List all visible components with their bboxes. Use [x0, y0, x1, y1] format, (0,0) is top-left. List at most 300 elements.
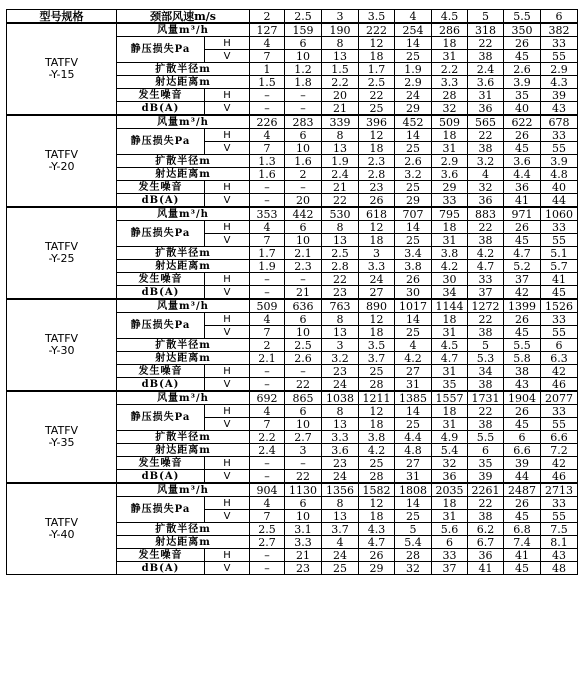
noise-h-value: 27: [395, 457, 432, 470]
noise-h-value: 24: [359, 273, 395, 286]
v-direction-label: V: [205, 418, 250, 431]
radius-value: 4.4: [395, 431, 432, 444]
noise-v-value: –: [250, 470, 285, 484]
radius-value: 4.7: [504, 247, 541, 260]
pressure-v-value: 10: [285, 326, 322, 339]
airflow-value: 1144: [432, 299, 468, 313]
pressure-h-value: 18: [432, 497, 468, 510]
h-direction-label: H: [205, 37, 250, 50]
radius-value: 3.3: [322, 431, 359, 444]
pressure-h-value: 26: [504, 221, 541, 234]
radius-value: 1.5: [322, 63, 359, 76]
diffusion-radius-label: 扩散半径m: [117, 339, 250, 352]
noise-v-value: 24: [322, 470, 359, 484]
airflow-value: 1399: [504, 299, 541, 313]
performance-table: [6, 9, 578, 575]
noise-v-value: 31: [395, 378, 432, 392]
airflow-value: 618: [359, 207, 395, 221]
pressure-h-value: 14: [395, 221, 432, 234]
airflow-value: 971: [504, 207, 541, 221]
throw-value: 4.2: [359, 444, 395, 457]
pressure-v-value: 18: [359, 418, 395, 431]
radius-value: 3.2: [468, 155, 504, 168]
model-name: TATFV: [44, 332, 79, 345]
header-row: [7, 10, 578, 24]
pressure-h-value: 14: [395, 405, 432, 418]
model-cell: [7, 483, 117, 575]
pressure-h-value: 18: [432, 221, 468, 234]
noise-label: 发生噪音: [117, 181, 205, 194]
noise-h-value: –: [250, 365, 285, 378]
throw-value: 2.1: [250, 352, 285, 365]
pressure-h-value: 26: [504, 37, 541, 50]
noise-v-value: 22: [322, 194, 359, 208]
noise-v-value: 28: [359, 378, 395, 392]
radius-value: 1.9: [395, 63, 432, 76]
pressure-v-value: 25: [395, 326, 432, 339]
pressure-v-value: 13: [322, 234, 359, 247]
throw-value: 4.7: [468, 260, 504, 273]
radius-value: 3: [322, 339, 359, 352]
v-direction-label: V: [205, 234, 250, 247]
noise-v-value: 39: [468, 470, 504, 484]
throw-value: 8.1: [541, 536, 578, 549]
pressure-h-value: 18: [432, 405, 468, 418]
airflow-value: 2261: [468, 483, 504, 497]
airflow-value: 622: [504, 115, 541, 129]
radius-value: 2.2: [250, 431, 285, 444]
diffusion-radius-label: 扩散半径m: [117, 63, 250, 76]
pressure-loss-label: 静压损失Pa: [117, 37, 205, 63]
radius-value: 1.7: [250, 247, 285, 260]
radius-value: 1: [250, 63, 285, 76]
pressure-v-value: 25: [395, 510, 432, 523]
airflow-value: 1356: [322, 483, 359, 497]
pressure-v-value: 7: [250, 142, 285, 155]
model-cell: [7, 207, 117, 299]
noise-h-value: –: [285, 181, 322, 194]
airflow-row: [7, 483, 578, 497]
radius-value: 2.3: [359, 155, 395, 168]
radius-value: 2.2: [432, 63, 468, 76]
noise-v-value: –: [250, 102, 285, 116]
airflow-value: 883: [468, 207, 504, 221]
v-direction-label: V: [205, 378, 250, 392]
pressure-v-value: 45: [504, 510, 541, 523]
pressure-h-value: 4: [250, 497, 285, 510]
airflow-value: 1017: [395, 299, 432, 313]
airflow-value: 2487: [504, 483, 541, 497]
airflow-value: 565: [468, 115, 504, 129]
radius-value: 2.5: [322, 247, 359, 260]
radius-value: 4.5: [432, 339, 468, 352]
noise-h-value: 20: [322, 89, 359, 102]
noise-unit-label: dB(A): [117, 194, 205, 208]
radius-value: 5.1: [541, 247, 578, 260]
throw-value: 5.4: [432, 444, 468, 457]
noise-h-value: –: [285, 273, 322, 286]
pressure-v-value: 10: [285, 142, 322, 155]
noise-h-value: 32: [432, 457, 468, 470]
pressure-v-value: 10: [285, 50, 322, 63]
noise-v-value: 20: [285, 194, 322, 208]
h-direction-label: H: [205, 405, 250, 418]
radius-value: 2.4: [468, 63, 504, 76]
noise-h-value: –: [250, 181, 285, 194]
h-direction-label: H: [205, 497, 250, 510]
noise-label: 发生噪音: [117, 365, 205, 378]
throw-value: 4.8: [541, 168, 578, 181]
airflow-value: 159: [285, 23, 322, 37]
airflow-value: 509: [250, 299, 285, 313]
noise-v-value: 41: [468, 562, 504, 575]
throw-distance-label: 射达距离m: [117, 536, 250, 549]
pressure-h-value: 4: [250, 221, 285, 234]
throw-value: 3.9: [504, 76, 541, 89]
radius-value: 1.2: [285, 63, 322, 76]
noise-h-value: 42: [541, 457, 578, 470]
airflow-value: 1060: [541, 207, 578, 221]
noise-h-value: 37: [504, 273, 541, 286]
velocity-cell: 3: [322, 10, 359, 24]
airflow-value: 1211: [359, 391, 395, 405]
noise-v-value: 45: [541, 286, 578, 300]
v-direction-label: V: [205, 470, 250, 484]
noise-h-value: –: [250, 273, 285, 286]
radius-value: 4.9: [432, 431, 468, 444]
noise-v-value: –: [250, 562, 285, 575]
pressure-h-value: 6: [285, 405, 322, 418]
noise-label: 发生噪音: [117, 549, 205, 562]
noise-h-value: 31: [468, 89, 504, 102]
pressure-h-value: 8: [322, 313, 359, 326]
airflow-value: 190: [322, 23, 359, 37]
airflow-label: 风量m³/h: [117, 483, 250, 497]
noise-v-value: 32: [432, 102, 468, 116]
pressure-v-value: 18: [359, 326, 395, 339]
noise-h-value: 32: [468, 181, 504, 194]
pressure-h-value: 8: [322, 405, 359, 418]
airflow-value: 127: [250, 23, 285, 37]
pressure-v-value: 38: [468, 510, 504, 523]
radius-value: 5: [468, 339, 504, 352]
noise-v-value: –: [250, 286, 285, 300]
diffusion-radius-label: 扩散半径m: [117, 247, 250, 260]
noise-v-value: 22: [285, 378, 322, 392]
throw-value: 2.4: [250, 444, 285, 457]
pressure-h-value: 14: [395, 313, 432, 326]
airflow-value: 396: [359, 115, 395, 129]
radius-value: 4.3: [359, 523, 395, 536]
noise-h-value: 38: [504, 365, 541, 378]
noise-v-value: 42: [504, 286, 541, 300]
noise-v-value: 43: [541, 102, 578, 116]
radius-value: 5: [395, 523, 432, 536]
throw-value: 1.6: [250, 168, 285, 181]
pressure-h-value: 12: [359, 37, 395, 50]
h-direction-label: H: [205, 549, 250, 562]
pressure-h-value: 26: [504, 497, 541, 510]
noise-h-value: 29: [432, 181, 468, 194]
pressure-h-value: 8: [322, 221, 359, 234]
noise-h-value: 23: [322, 365, 359, 378]
pressure-h-value: 8: [322, 497, 359, 510]
pressure-v-value: 55: [541, 50, 578, 63]
pressure-loss-label: 静压损失Pa: [117, 221, 205, 247]
airflow-value: 226: [250, 115, 285, 129]
pressure-h-value: 22: [468, 405, 504, 418]
airflow-value: 1385: [395, 391, 432, 405]
noise-h-value: 21: [285, 549, 322, 562]
airflow-value: 865: [285, 391, 322, 405]
radius-value: 3.1: [285, 523, 322, 536]
noise-h-value: 24: [322, 549, 359, 562]
velocity-cell: 4: [395, 10, 432, 24]
diffusion-radius-label: 扩散半径m: [117, 431, 250, 444]
noise-v-value: 43: [504, 378, 541, 392]
noise-v-value: 29: [359, 562, 395, 575]
pressure-h-value: 18: [432, 37, 468, 50]
noise-label: 发生噪音: [117, 273, 205, 286]
noise-v-value: 44: [504, 470, 541, 484]
pressure-v-value: 45: [504, 50, 541, 63]
throw-value: 6.7: [468, 536, 504, 549]
v-direction-label: V: [205, 326, 250, 339]
pressure-h-value: 14: [395, 497, 432, 510]
airflow-value: 795: [432, 207, 468, 221]
pressure-loss-label: 静压损失Pa: [117, 405, 205, 431]
noise-h-value: 35: [504, 89, 541, 102]
radius-value: 3.5: [359, 339, 395, 352]
radius-value: 2.5: [285, 339, 322, 352]
pressure-v-value: 45: [504, 418, 541, 431]
model-cell: [7, 115, 117, 207]
pressure-h-value: 26: [504, 313, 541, 326]
throw-value: 1.8: [285, 76, 322, 89]
noise-h-value: –: [250, 457, 285, 470]
radius-value: 2.1: [285, 247, 322, 260]
airflow-value: 1272: [468, 299, 504, 313]
noise-h-value: –: [285, 365, 322, 378]
pressure-v-value: 13: [322, 50, 359, 63]
pressure-v-value: 25: [395, 50, 432, 63]
airflow-row: [7, 391, 578, 405]
noise-h-value: –: [285, 89, 322, 102]
throw-value: 4.4: [504, 168, 541, 181]
model-cell: [7, 391, 117, 483]
radius-value: 2.9: [432, 155, 468, 168]
noise-h-value: 34: [468, 365, 504, 378]
pressure-v-value: 7: [250, 510, 285, 523]
pressure-v-value: 7: [250, 418, 285, 431]
model-name: TATFV: [44, 148, 79, 161]
radius-value: 3.6: [504, 155, 541, 168]
throw-value: 4.2: [432, 260, 468, 273]
pressure-v-value: 38: [468, 142, 504, 155]
airflow-label: 风量m³/h: [117, 391, 250, 405]
noise-label: 发生噪音: [117, 89, 205, 102]
noise-unit-label: dB(A): [117, 378, 205, 392]
airflow-value: 286: [432, 23, 468, 37]
pressure-h-value: 6: [285, 129, 322, 142]
airflow-value: 636: [285, 299, 322, 313]
airflow-value: 254: [395, 23, 432, 37]
noise-v-value: 35: [432, 378, 468, 392]
pressure-v-value: 38: [468, 418, 504, 431]
model-name: TATFV: [44, 240, 79, 253]
model-size: -Y-30: [48, 344, 75, 357]
throw-distance-label: 射达距离m: [117, 444, 250, 457]
velocity-cell: 6: [541, 10, 578, 24]
noise-h-value: 21: [322, 181, 359, 194]
model-cell: [7, 299, 117, 391]
noise-unit-label: dB(A): [117, 562, 205, 575]
airflow-label: 风量m³/h: [117, 207, 250, 221]
noise-h-value: 27: [395, 365, 432, 378]
throw-value: 3.6: [322, 444, 359, 457]
pressure-v-value: 18: [359, 50, 395, 63]
noise-h-value: 31: [432, 365, 468, 378]
pressure-v-value: 7: [250, 50, 285, 63]
pressure-v-value: 18: [359, 142, 395, 155]
throw-value: 3.2: [395, 168, 432, 181]
pressure-h-value: 12: [359, 313, 395, 326]
pressure-v-value: 25: [395, 234, 432, 247]
noise-h-value: 40: [541, 181, 578, 194]
noise-h-value: 25: [395, 181, 432, 194]
noise-h-value: 28: [432, 89, 468, 102]
velocity-cell: 5: [468, 10, 504, 24]
noise-h-value: –: [250, 89, 285, 102]
noise-h-value: 33: [468, 273, 504, 286]
throw-value: 4.7: [432, 352, 468, 365]
radius-value: 2.6: [504, 63, 541, 76]
pressure-h-value: 6: [285, 497, 322, 510]
pressure-h-value: 6: [285, 37, 322, 50]
v-direction-label: V: [205, 102, 250, 116]
noise-v-value: 29: [395, 194, 432, 208]
pressure-v-value: 13: [322, 510, 359, 523]
airflow-value: 350: [504, 23, 541, 37]
noise-v-value: 37: [468, 286, 504, 300]
noise-unit-label: dB(A): [117, 286, 205, 300]
airflow-value: 1526: [541, 299, 578, 313]
noise-v-value: 22: [285, 470, 322, 484]
v-direction-label: V: [205, 510, 250, 523]
model-name: TATFV: [44, 516, 79, 529]
throw-value: 2.4: [322, 168, 359, 181]
airflow-row: [7, 299, 578, 313]
pressure-v-value: 45: [504, 326, 541, 339]
noise-v-value: 36: [432, 470, 468, 484]
noise-h-value: 41: [541, 273, 578, 286]
pressure-h-value: 6: [285, 313, 322, 326]
noise-v-value: 29: [395, 102, 432, 116]
pressure-h-value: 33: [541, 37, 578, 50]
noise-v-value: 48: [541, 562, 578, 575]
noise-h-value: 26: [359, 549, 395, 562]
pressure-h-value: 12: [359, 405, 395, 418]
radius-value: 6.6: [541, 431, 578, 444]
model-size: -Y-25: [48, 252, 75, 265]
throw-value: 2.2: [322, 76, 359, 89]
noise-v-value: –: [250, 378, 285, 392]
noise-v-value: 23: [285, 562, 322, 575]
radius-value: 5.6: [432, 523, 468, 536]
noise-v-value: 24: [322, 378, 359, 392]
noise-v-value: 31: [395, 470, 432, 484]
noise-h-value: 23: [359, 181, 395, 194]
h-direction-label: H: [205, 129, 250, 142]
airflow-row: [7, 115, 578, 129]
noise-h-value: 35: [468, 457, 504, 470]
noise-h-value: 36: [468, 549, 504, 562]
airflow-label: 风量m³/h: [117, 115, 250, 129]
throw-value: 2.6: [285, 352, 322, 365]
noise-h-value: 22: [322, 273, 359, 286]
throw-value: 4.7: [359, 536, 395, 549]
throw-value: 2.5: [359, 76, 395, 89]
noise-v-value: 37: [432, 562, 468, 575]
noise-v-value: 36: [468, 194, 504, 208]
noise-v-value: 21: [322, 102, 359, 116]
pressure-h-value: 26: [504, 405, 541, 418]
airflow-value: 353: [250, 207, 285, 221]
throw-value: 3.8: [395, 260, 432, 273]
pressure-loss-label: 静压损失Pa: [117, 129, 205, 155]
noise-v-value: 28: [359, 470, 395, 484]
radius-value: 3.4: [395, 247, 432, 260]
pressure-h-value: 22: [468, 313, 504, 326]
throw-value: 2.9: [395, 76, 432, 89]
throw-value: 1.9: [250, 260, 285, 273]
noise-v-value: 26: [359, 194, 395, 208]
model-size: -Y-40: [48, 528, 75, 541]
pressure-h-value: 33: [541, 221, 578, 234]
model-cell: [7, 23, 117, 115]
velocity-cell: 4.5: [432, 10, 468, 24]
pressure-v-value: 31: [432, 50, 468, 63]
radius-value: 2.6: [395, 155, 432, 168]
pressure-v-value: 10: [285, 418, 322, 431]
noise-h-value: 26: [395, 273, 432, 286]
throw-value: 5.8: [504, 352, 541, 365]
h-direction-label: H: [205, 273, 250, 286]
h-direction-label: H: [205, 365, 250, 378]
pressure-h-value: 6: [285, 221, 322, 234]
throw-value: 2.7: [250, 536, 285, 549]
pressure-h-value: 33: [541, 313, 578, 326]
pressure-v-value: 45: [504, 234, 541, 247]
radius-value: 2: [250, 339, 285, 352]
h-direction-label: H: [205, 181, 250, 194]
pressure-v-value: 38: [468, 50, 504, 63]
throw-value: 6: [468, 444, 504, 457]
noise-h-value: 36: [504, 181, 541, 194]
noise-h-value: 24: [395, 89, 432, 102]
pressure-h-value: 22: [468, 129, 504, 142]
radius-value: 1.3: [250, 155, 285, 168]
noise-v-value: 23: [322, 286, 359, 300]
model-size: -Y-35: [48, 436, 75, 449]
pressure-v-value: 31: [432, 142, 468, 155]
pressure-v-value: 55: [541, 418, 578, 431]
pressure-v-value: 45: [504, 142, 541, 155]
pressure-v-value: 55: [541, 326, 578, 339]
airflow-value: 707: [395, 207, 432, 221]
model-size: -Y-20: [48, 160, 75, 173]
pressure-v-value: 7: [250, 326, 285, 339]
